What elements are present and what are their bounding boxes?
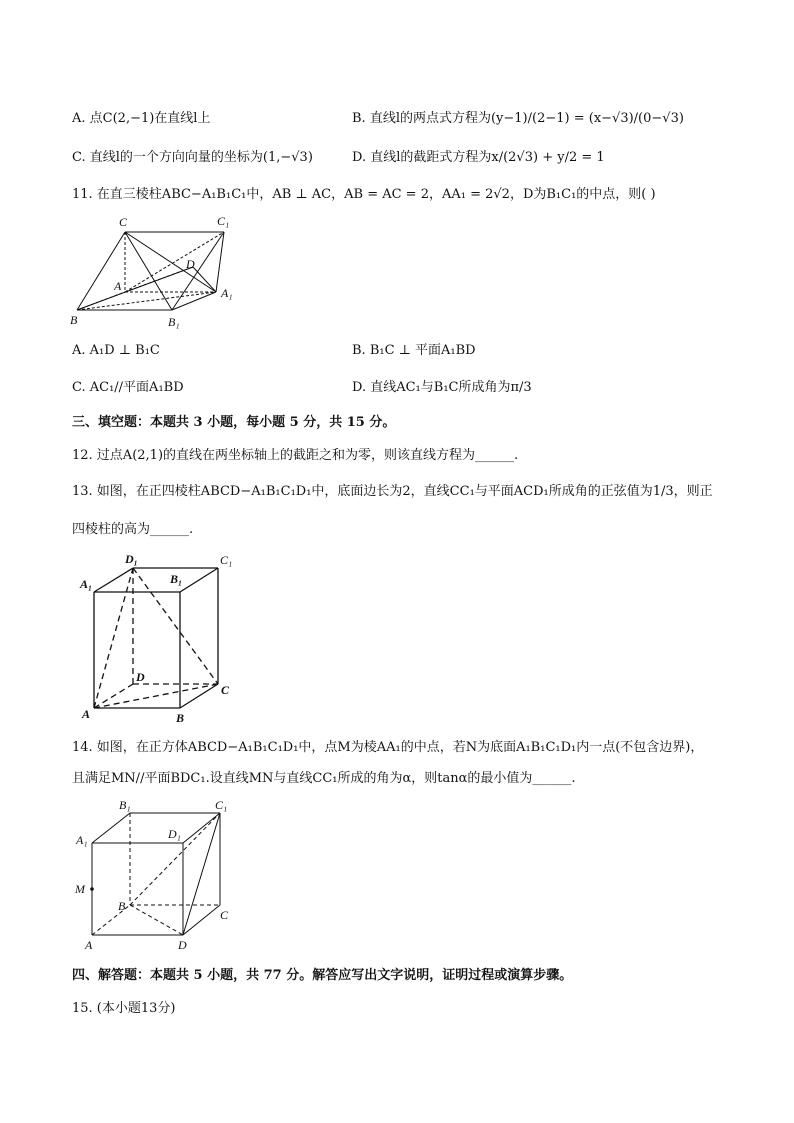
q13-label-c1: C₁	[220, 553, 233, 567]
q13-label-c: C	[221, 683, 230, 697]
q11-label-c1: C₁	[217, 214, 230, 228]
q13-label-d: D	[136, 670, 145, 684]
q14-stem-line2: 且满足MN//平面BDC₁.设直线MN与直线CC₁所成的角为α，则tanα的最小值为______.	[72, 771, 576, 786]
q13-stem-line1: 13. 如图，在正四棱柱ABCD−A₁B₁C₁D₁中，底面边长为2，直线CC₁与平面ACD₁所成角的正弦值为1/3，则正	[72, 484, 713, 499]
section-4-heading: 四、解答题：本题共 5 小题，共 77 分。解答应写出文字说明，证明过程或演算步骤。	[72, 968, 573, 983]
q14-label-d: D	[178, 938, 187, 952]
q11-label-b: B	[70, 313, 78, 327]
q14-label-b: B	[118, 899, 126, 913]
q11-label-a: A	[114, 279, 122, 293]
q10-option-c: C. 直线l的一个方向向量的坐标为(1,−√3)	[72, 150, 313, 165]
q13-label-b1: B₁	[170, 572, 183, 586]
q11-option-b: B. B₁C ⊥ 平面A₁BD	[352, 343, 476, 358]
q11-stem: 11. 在直三棱柱ABC−A₁B₁C₁中，AB ⊥ AC，AB = AC = 2，AA₁ = 2√2，D为B₁C₁的中点，则( )	[72, 187, 656, 202]
q11-label-d: D	[186, 257, 195, 271]
q13-label-d1: D₁	[125, 552, 138, 566]
point-m	[90, 887, 94, 891]
q11-label-a1: A₁	[221, 286, 233, 300]
prism-figure-q11	[68, 212, 248, 332]
q13-label-b: B	[176, 711, 185, 725]
q11-option-d: D. 直线AC₁与B₁C所成角为π/3	[352, 380, 532, 395]
q11-label-c: C	[119, 215, 128, 229]
q10-option-d: D. 直线l的截距式方程为x/(2√3) + y/2 = 1	[352, 150, 605, 165]
q10-option-a: A. 点C(2,−1)在直线l上	[72, 111, 211, 126]
q10-option-b: B. 直线l的两点式方程为(y−1)/(2−1) = (x−√3)/(0−√3)	[352, 111, 684, 126]
q14-label-a: A	[85, 938, 93, 952]
q11-label-b1: B₁	[168, 315, 180, 329]
q14-stem-line1: 14. 如图，在正方体ABCD−A₁B₁C₁D₁中，点M为棱AA₁的中点，若N为底面A₁B₁C₁D₁内一点(不包含边界)，	[72, 740, 704, 755]
q13-label-a: A	[82, 707, 91, 721]
q14-label-b1: B₁	[119, 798, 131, 812]
q14-label-c: C	[220, 908, 229, 922]
prism-figure-q13	[78, 550, 248, 730]
q15-heading: 15. (本小题13分)	[72, 1001, 176, 1016]
cube-figure-q14	[72, 795, 242, 955]
q12-stem: 12. 过点A(2,1)的直线在两坐标轴上的截距之和为零，则该直线方程为______.	[72, 448, 519, 463]
q14-label-m: M	[75, 882, 85, 896]
section-3-heading: 三、填空题：本题共 3 小题，每小题 5 分，共 15 分。	[72, 415, 396, 430]
q14-label-d1: D₁	[168, 827, 181, 841]
q11-option-c: C. AC₁//平面A₁BD	[72, 380, 184, 395]
q14-label-a1: A₁	[76, 833, 88, 847]
q11-option-a: A. A₁D ⊥ B₁C	[72, 343, 160, 358]
q13-stem-line2: 四棱柱的高为______.	[72, 522, 194, 537]
q13-label-a1: A₁	[80, 577, 93, 591]
q14-label-c1: C₁	[215, 798, 228, 812]
